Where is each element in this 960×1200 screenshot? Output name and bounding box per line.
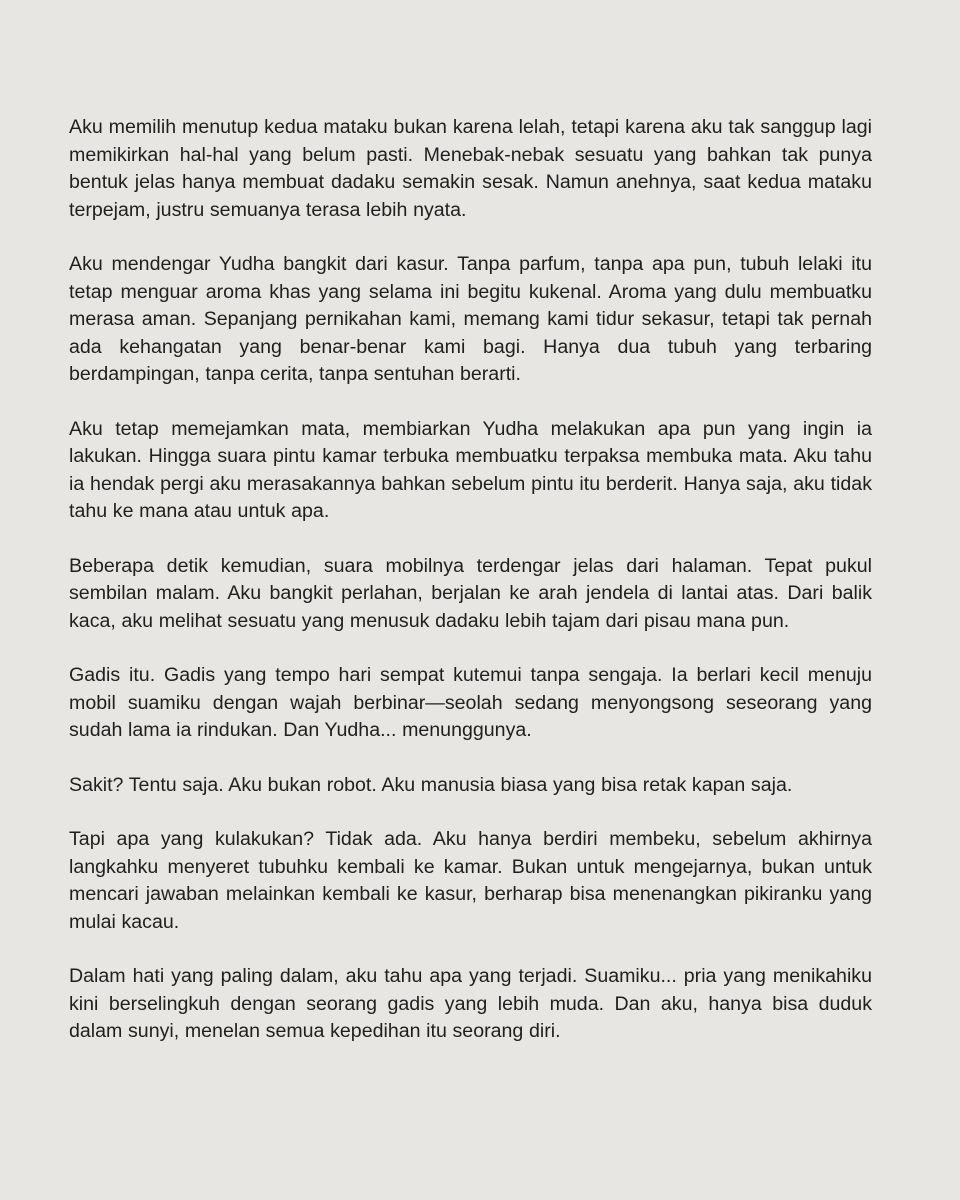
paragraph-4: Beberapa detik kemudian, suara mobilnya terdengar jelas dari halaman. Tepat pukul sembilan malam. Aku bangkit perlahan, berjalan ke arah jendela di lantai atas. Dari balik kaca, aku melihat sesuatu yang menusuk dadaku lebih tajam dari pisau mana pun. [69,554,872,632]
paragraph-5: Gadis itu. Gadis yang tempo hari sempat kutemui tanpa sengaja. Ia berlari kecil menuju mobil suamiku dengan wajah berbinar—seolah sedang menyongsong seseorang yang sudah lama ia rindukan. Dan Yudha... menunggunya. [69,664,872,741]
paragraph-6: Sakit? Tentu saja. Aku bukan robot. Aku manusia biasa yang bisa retak kapan saja. [69,773,793,796]
paragraph-1: Aku memilih menutup kedua mataku bukan karena lelah, tetapi karena aku tak sanggup lagi memikirkan hal-hal yang belum pasti. Menebak-nebak sesuatu yang bahkan tak punya bentuk jelas hanya membuat dadaku semakin sesak. Namun anehnya, saat kedua mataku terpejam, justru semuanya terasa lebih nyata. [69,116,872,221]
paragraph-2: Aku mendengar Yudha bangkit dari kasur. Tanpa parfum, tanpa apa pun, tubuh lelaki itu tetap menguar aroma khas yang selama ini begitu kukenal. Aroma yang dulu membuatku merasa aman. Sepanjang pernikahan kami, memang kami tidur sekasur, tetapi tak pernah ada kehangatan yang benar-benar kami bagi. Hanya dua tubuh yang terbaring berdampingan, tanpa cerita, tanpa sentuhan berarti. [69,253,872,385]
paragraph-8: Dalam hati yang paling dalam, aku tahu apa yang terjadi. Suamiku... pria yang menikahiku kini berselingkuh dengan seorang gadis yang lebih muda. Dan aku, hanya bisa duduk dalam sunyi, menelan semua kepedihan itu seorang diri. [69,965,872,1042]
story-body [69,114,872,1046]
paragraph-3: Aku tetap memejamkan mata, membiarkan Yudha melakukan apa pun yang ingin ia lakukan. Hingga suara pintu kamar terbuka membuatku terpaksa membuka mata. Aku tahu ia hendak pergi aku merasakannya bahkan sebelum pintu itu berderit. Hanya saja, aku tidak tahu ke mana atau untuk apa. [69,417,872,522]
paragraph-7: Tapi apa yang kulakukan? Tidak ada. Aku hanya berdiri membeku, sebelum akhirnya langkahku menyeret tubuhku kembali ke kamar. Bukan untuk mengejarnya, bukan untuk mencari jawaban melainkan kembali ke kasur, berharap bisa menenangkan pikiranku yang mulai kacau. [69,828,872,933]
